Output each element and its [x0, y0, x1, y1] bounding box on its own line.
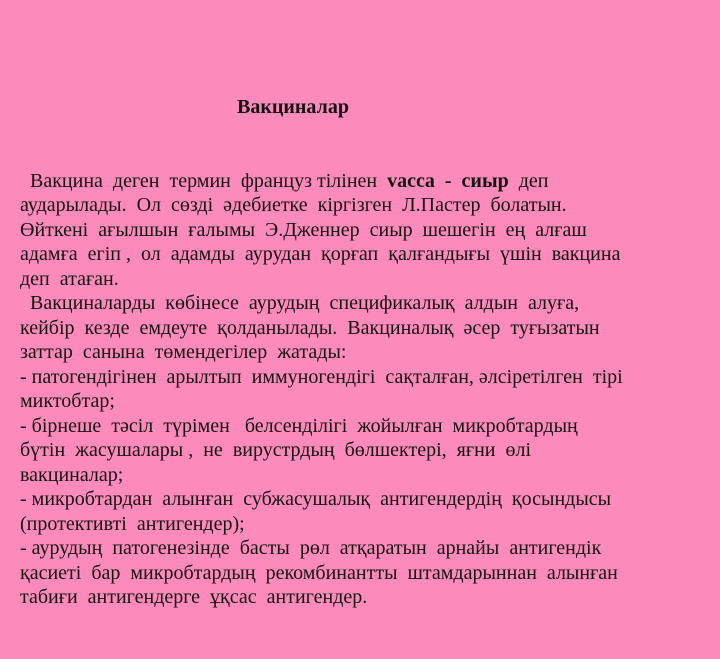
- slide-title: Вакциналар: [237, 96, 349, 118]
- text-segment: бүтін жасушалары , не вирустрдың бөлшектері, яғни өлі: [20, 439, 532, 461]
- text-segment: - аурудың патогенезінде басты рөл атқаратын арнайы антигендік: [20, 537, 602, 559]
- text-segment: вакциналар;: [20, 463, 124, 486]
- text-segment: аударылады. Ол сөзді әдебиетке кіргізген Л.Пастер болатын.: [20, 194, 567, 216]
- text-line: [20, 438, 718, 463]
- text-segment: миктобтар;: [20, 390, 115, 412]
- text-line: [20, 316, 718, 341]
- text-line: [20, 218, 718, 243]
- text-line: [20, 512, 718, 537]
- text-line: [20, 169, 718, 194]
- text-segment: - бірнеше тәсіл түрімен белсенділігі жойылған микробтардың: [20, 414, 578, 437]
- text-segment: - патогендігінен арылтып иммуногендігі сақталған, әлсіретілген тірі: [20, 365, 623, 388]
- text-line: [20, 267, 718, 292]
- text-segment: деп атаған.: [20, 267, 119, 290]
- text-segment: қасиеті бар микробтардың рекомбинантты штамдарыннан алынған: [20, 561, 618, 584]
- text-segment: деп: [508, 169, 549, 192]
- text-segment: Өйткені ағылшын ғалымы Э.Дженнер сиыр шешегін ең алғаш: [20, 218, 587, 241]
- text-line: [20, 340, 718, 365]
- text-segment: Вакцина деген термин француз тілінен: [20, 169, 388, 192]
- text-segment: Вакциналарды көбінесе аурудың спецификалық алдын алуға,: [20, 292, 580, 314]
- text-segment: кейбір кезде емдеуте қолданылады. Вакциналық әсер туғызатын: [20, 316, 600, 339]
- text-line: [20, 193, 718, 218]
- text-line: [20, 561, 718, 586]
- text-line: [20, 242, 718, 267]
- text-line: [20, 487, 718, 512]
- text-segment: - микробтардан алынған субжасушалық антигендердің қосындысы: [20, 488, 612, 510]
- text-segment: табиғи антигендерге ұқсас антигендер.: [20, 586, 368, 608]
- text-line: [20, 291, 718, 316]
- text-segment: (протективті антигендер);: [20, 512, 245, 535]
- text-segment: адамға егіп , ол адамды аурудан қорғап қалғандығы үшін вакцина: [20, 243, 621, 265]
- text-line: [20, 463, 718, 488]
- slide-lines: [20, 169, 718, 610]
- text-line: [20, 585, 718, 610]
- bold-text-segment: vacca - сиыр: [387, 169, 509, 192]
- text-segment: заттар санына төмендегілер жатады:: [20, 341, 347, 363]
- slide-text-block: [20, 46, 718, 659]
- text-line: [20, 414, 718, 439]
- text-line: [20, 365, 718, 390]
- text-line: [20, 389, 718, 414]
